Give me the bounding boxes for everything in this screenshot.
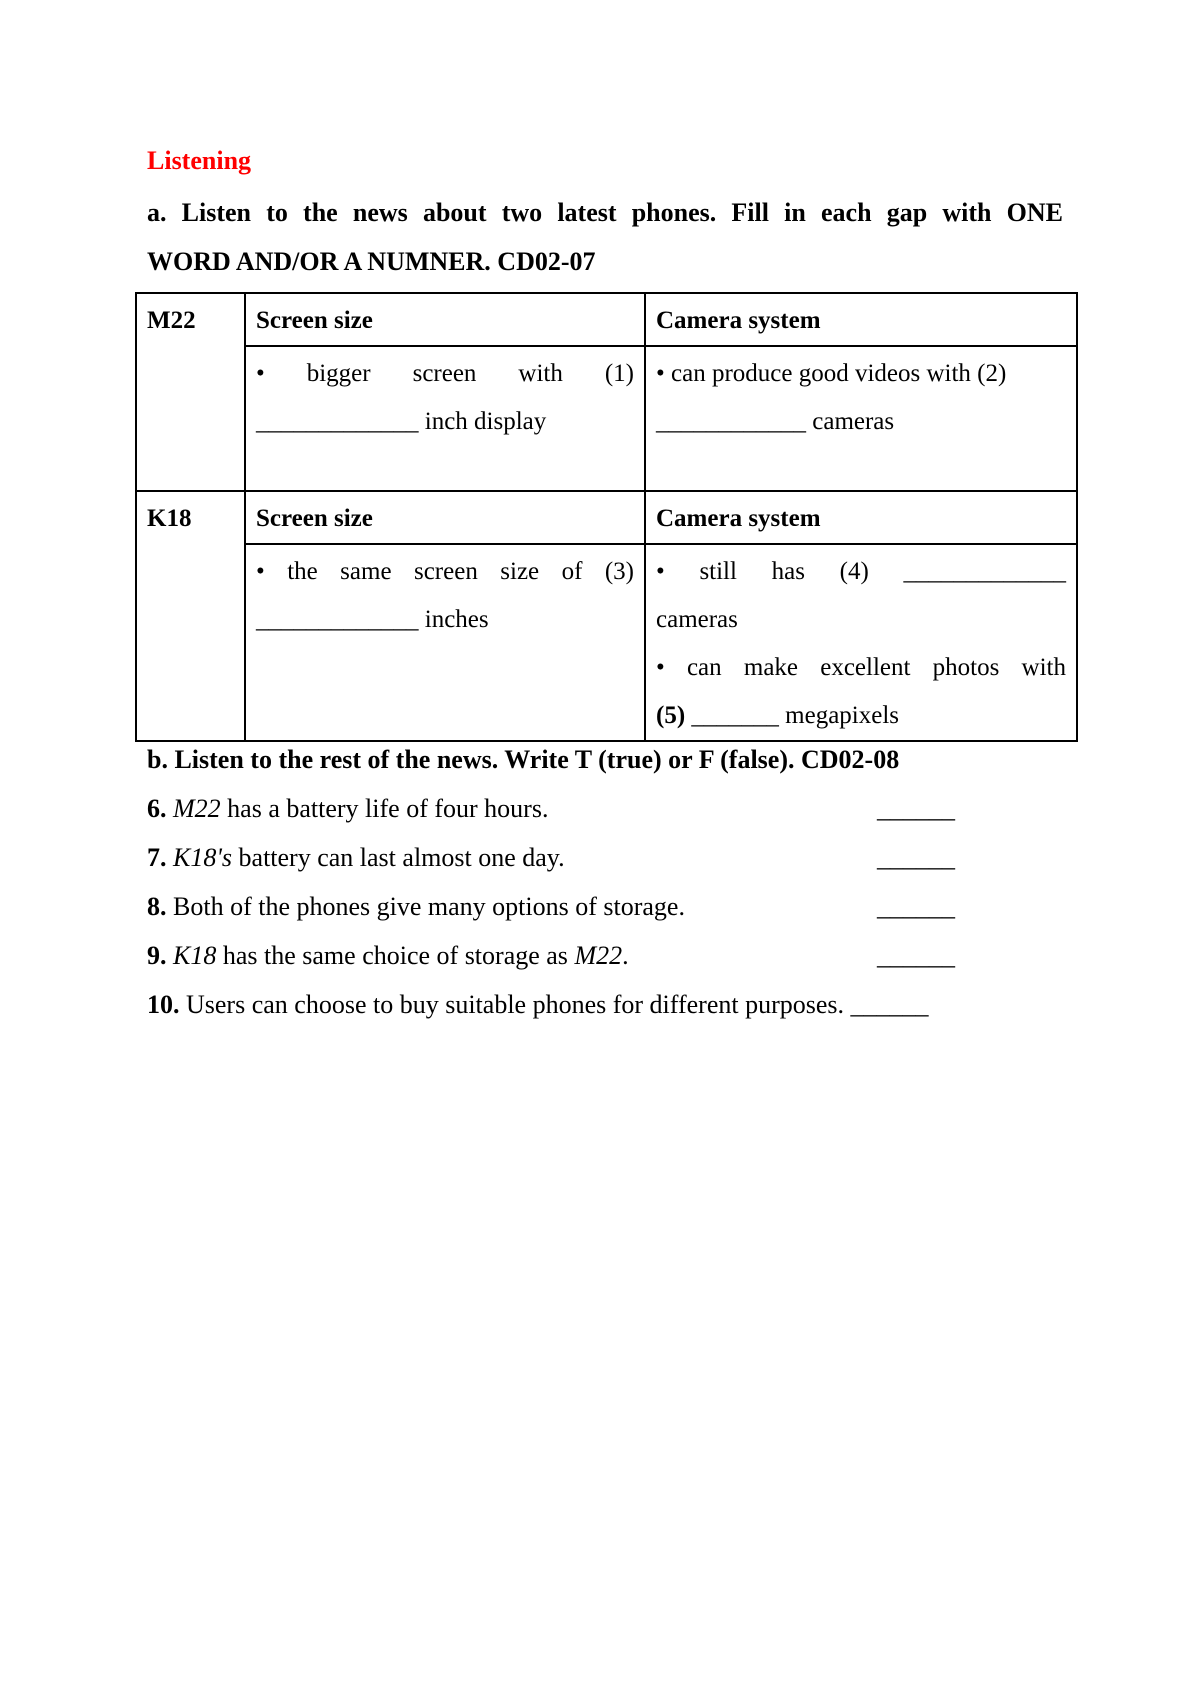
true-false-item-7 <box>147 833 987 882</box>
answer-blank: ______ <box>877 892 955 921</box>
gap-2-blank: ____________ cameras <box>656 408 895 435</box>
table-row-k18-body <box>136 544 1077 741</box>
table-row-k18-header <box>136 491 1077 544</box>
model-cell-k18: K18 <box>136 491 245 741</box>
phone-comparison-table <box>135 292 1078 742</box>
item-text: has the same choice of storage as <box>216 941 575 970</box>
screen-size-header-k18: Screen size <box>245 491 645 544</box>
table-row-m22-body <box>136 346 1077 491</box>
item-model: K18's <box>173 843 233 872</box>
answer-blank: ______ <box>877 843 955 872</box>
model-cell-m22: M22 <box>136 293 245 491</box>
camera-system-cell-k18 <box>645 544 1077 741</box>
item-number: 8. <box>147 892 167 921</box>
table-row-m22-header <box>136 293 1077 346</box>
screen-size-cell-m22 <box>245 346 645 491</box>
part-a-instruction-line2: WORD AND/OR A NUMNER. CD02-07 <box>147 247 596 276</box>
item-text: has a battery life of four hours. <box>220 794 549 823</box>
camera-system-cell-m22 <box>645 346 1077 491</box>
gap-5-blank-line <box>656 692 1066 740</box>
item-model-2: M22 <box>574 941 623 970</box>
item-model: K18 <box>173 941 217 970</box>
gap-4-continuation: cameras <box>656 606 738 633</box>
camera-system-header-m22: Camera system <box>645 293 1077 346</box>
gap-5-line: • can make excellent photos with <box>656 654 1066 681</box>
camera-system-header-k18: Camera system <box>645 491 1077 544</box>
section-heading: Listening <box>147 146 252 175</box>
item-text: battery can last almost one day. <box>232 843 565 872</box>
gap-3-blank: _____________ inches <box>256 606 489 633</box>
gap-1-line: • bigger screen with (1) <box>256 360 634 387</box>
gap-5-blank: _______ megapixels <box>685 702 900 729</box>
item-number: 7. <box>147 843 167 872</box>
gap-4-line: • still has (4) _____________ <box>656 558 1066 585</box>
part-b-instruction: b. Listen to the rest of the news. Write T (true) or F (false). CD02-08 <box>147 745 900 774</box>
true-false-item-8 <box>147 882 987 931</box>
gap-2-line: • can produce good videos with (2) <box>656 360 1007 387</box>
true-false-item-10 <box>147 980 1047 1029</box>
gap-5-number: (5) <box>656 702 686 729</box>
gap-1-blank: _____________ inch display <box>256 408 547 435</box>
item-text: Both of the phones give many options of storage. <box>173 892 685 921</box>
true-false-item-6 <box>147 784 987 833</box>
item-number: 10. <box>147 990 180 1019</box>
item-number: 9. <box>147 941 167 970</box>
item-number: 6. <box>147 794 167 823</box>
screen-size-cell-k18 <box>245 544 645 741</box>
answer-blank: ______ <box>877 941 955 970</box>
part-a-instruction-line1: a. Listen to the news about two latest phones. Fill in each gap with ONE <box>147 198 1063 227</box>
answer-blank: ______ <box>877 794 955 823</box>
item-text: Users can choose to buy suitable phones for different purposes. <box>186 990 845 1019</box>
screen-size-header-m22: Screen size <box>245 293 645 346</box>
item-model: M22 <box>173 794 221 823</box>
answer-blank: ______ <box>850 990 929 1019</box>
gap-3-line: • the same screen size of (3) <box>256 558 634 585</box>
item-text-end: . <box>622 941 629 970</box>
true-false-item-9 <box>147 931 987 980</box>
